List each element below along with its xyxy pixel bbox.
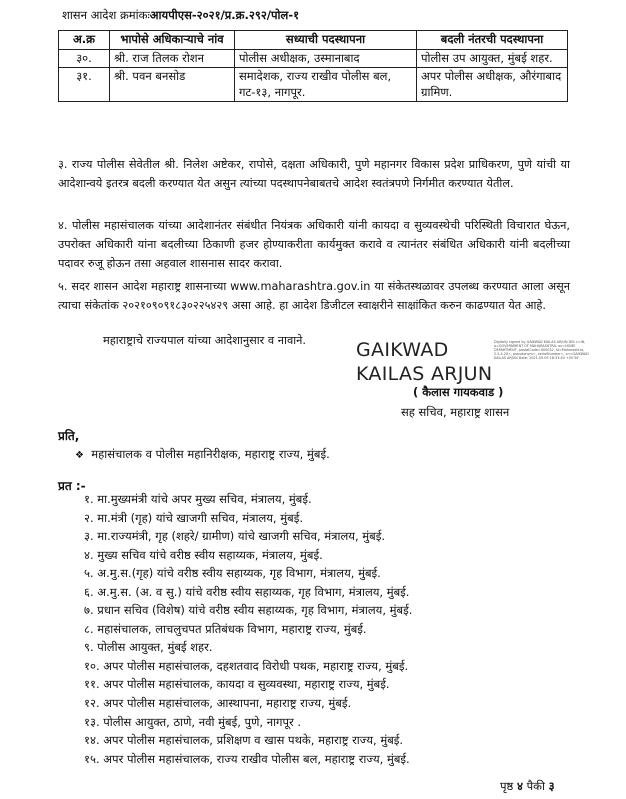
list-item: ७. प्रधान सचिव (विशेष) यांचे वरीष्ठ स्वीय सहाय्यक, गृह विभाग, मंत्रालय, मुंबई. (84, 603, 413, 618)
list-item: १३. पोलीस आयुक्त, ठाणे, नवी मुंबई, पुणे, नागपूर . (84, 714, 302, 729)
col-current-posting: सध्याची पदस्थापना (235, 31, 417, 50)
signer-name-line1: GAIKWAD (356, 339, 449, 361)
cell-current-posting: समादेशक, राज्य राखीव पोलीस बल, गट-१३, नागपूर. (235, 68, 417, 102)
cell-current-posting: पोलीस अधीक्षक, उस्मानाबाद (235, 49, 417, 68)
cell-new-posting: अपर पोलीस अधीक्षक, औरंगाबाद ग्रामिण. (417, 68, 568, 102)
cell-serial: ३१. (59, 68, 110, 102)
page-total: ३ (548, 779, 555, 793)
header-prefix: शासन आदेश क्रमांकः (62, 8, 150, 22)
col-serial: अ.क्र (59, 31, 110, 50)
list-item: ५. अ.मु.स.(गृह) यांचे वरीष्ठ स्वीय सहाय्यक, गृह विभाग, मंत्रालय, मुंबई. (84, 566, 381, 581)
signer-designation: सह सचिव, महाराष्ट्र शासन (401, 405, 510, 419)
table-header-row (59, 31, 568, 50)
page-current: ४ (516, 779, 523, 793)
list-item: १०. अपर पोलीस महासंचालक, दहशतवाद विरोधी पथक, महाराष्ट्र राज्य, मुंबई. (84, 658, 409, 673)
table-row (59, 49, 568, 68)
transfer-table (58, 30, 568, 102)
cell-officer-name: श्री. राज तिलक रोशन (110, 49, 235, 68)
closing-line: महाराष्ट्राचे राज्यपाल यांच्या आदेशानुसार व नावाने. (103, 334, 307, 347)
signature-details: Digitally signed by GAIKWAD KAILAS ARJUN DN: c=IN, o=GOVERNMENT OF MAHARASHTRA, ou=HOME DEPARTMENT, postalCode=400032, st=Maharashtra, 2.5.4.20=, pseudonym=, serialNumber=, cn=GAIKWAD KAILAS ARJUN Date: 2021.09.09 18:33:40 +05'30' (494, 340, 589, 361)
order-number: आयपीएस-२०२१/प्र.क्र.२९२/पोल-१ (149, 8, 300, 22)
cell-serial: ३०. (59, 49, 110, 68)
prati-recipient (75, 447, 330, 462)
copy-to-list (84, 490, 412, 768)
diamond-bullet-icon: ❖ (75, 450, 84, 461)
cell-officer-name: श्री. पवन बनसोड (110, 68, 235, 102)
list-item: ४. मुख्य सचिव यांचे वरीष्ठ स्वीय सहाय्यक, मंत्रालय, मुंबई. (84, 547, 323, 562)
table-row (59, 68, 568, 102)
digital-signature (356, 338, 589, 386)
order-number-header (62, 8, 299, 23)
list-item: १२. अपर पोलीस महासंचालक, आस्थापना, महाराष्ट्र राज्य, मुंबई. (84, 696, 352, 711)
col-officer-name: भापोसे अधिकाऱ्याचे नांव (110, 31, 235, 50)
prati-heading: प्रति, (58, 429, 80, 443)
page-number (500, 779, 555, 794)
list-item: १. मा.मुख्यमंत्री यांचे अपर मुख्य सचिव, मंत्रालय, मुंबई. (84, 492, 312, 506)
page-prefix: पृष्ठ (500, 779, 514, 793)
paragraph-3: ३. राज्य पोलीस सेवेतील श्री. निलेश अष्टेकर, रापोसे, दक्षता अधिकारी, पुणे महानगर विकास प्रदेश प्राधिकरण, पुणे यांची या आदेशान्वये इतरत्र बदली करण्यात येत असुन त्यांच्या पदस्थापनेबाबतचे आदेश स्वतंत्रपणे निर्गमीत करण्यात येतील. (58, 158, 570, 190)
list-item: २. मा.मंत्री (गृह) यांचे खाजगी सचिव, मंत्रालय, मुंबई. (84, 510, 303, 525)
list-item: ३. मा.राज्यमंत्री, गृह (शहरे/ ग्रामीण) यांचे खाजगी सचिव, मंत्रालय, मुंबई. (84, 529, 386, 544)
list-item: ८. महासंचालक, लाचलुचपत प्रतिबंधक विभाग, महाराष्ट्र राज्य, मुंबई. (84, 621, 367, 636)
list-item: १५. अपर पोलीस महासंचालक, राज्य राखीव पोलीस बल, महाराष्ट्र राज्य, मुंबई. (84, 751, 410, 766)
prati-recipient-text: महासंचालक व पोलीस महानिरीक्षक, महाराष्ट्र राज्य, मुंबई. (91, 447, 330, 461)
list-item: ११. अपर पोलीस महासंचालक, कायदा व सुव्यवस्था, महाराष्ट्र राज्य, मुंबई. (84, 677, 390, 692)
prat-heading: प्रत :- (58, 479, 86, 493)
cell-new-posting: पोलीस उप आयुक्त, मुंबई शहर. (417, 49, 568, 68)
paragraph-4: ४. पोलीस महासंचालक यांच्या आदेशानंतर संबंधीत नियंत्रक अधिकारी यांनी कायदा व सुव्यवस्थेची परिस्थिती विचारात घेऊन, उपरोक्त अधिकारी यांना बदलीच्या ठिकाणी हजर होण्याकरीता कार्यमुक्त करावे व त्यानंतर संबंधित अधिकारी यांनी बदलीच्या पदावर रुजू होऊन तसा अहवाल शासनास सादर करावा. (58, 219, 570, 270)
list-item: ९. पोलीस आयुक्त, मुंबई शहर. (84, 640, 213, 655)
paragraph-5: ५. सदर शासन आदेश महाराष्ट्र शासनाच्या www.maharashtra.gov.in या संकेतस्थळावर उपलब्ध करण्यात आला असून त्याचा संकेतांक २०२१०९०९१८३०२२५४२९ असा आहे. हा आदेश डिजीटल स्वाक्षरीने साक्षांकित करुन काढण्यात येत आहे. (58, 280, 570, 312)
list-item: १४. अपर पोलीस महासंचालक, प्रशिक्षण व खास पथके, महाराष्ट्र राज्य, मुंबई. (84, 733, 404, 748)
col-new-posting: बदली नंतरची पदस्थापना (417, 31, 568, 50)
page-middle: पैकी (526, 779, 545, 793)
list-item: ६. अ.मु.स. (अ. व सु.) यांचे वरीष्ठ स्वीय सहाय्यक, गृह विभाग, मंत्रालय, मुंबई. (84, 584, 410, 599)
signer-name-line2: KAILAS ARJUN (356, 363, 493, 385)
signer-marathi-name: ( कैलास गायकवाड ) (413, 385, 504, 399)
